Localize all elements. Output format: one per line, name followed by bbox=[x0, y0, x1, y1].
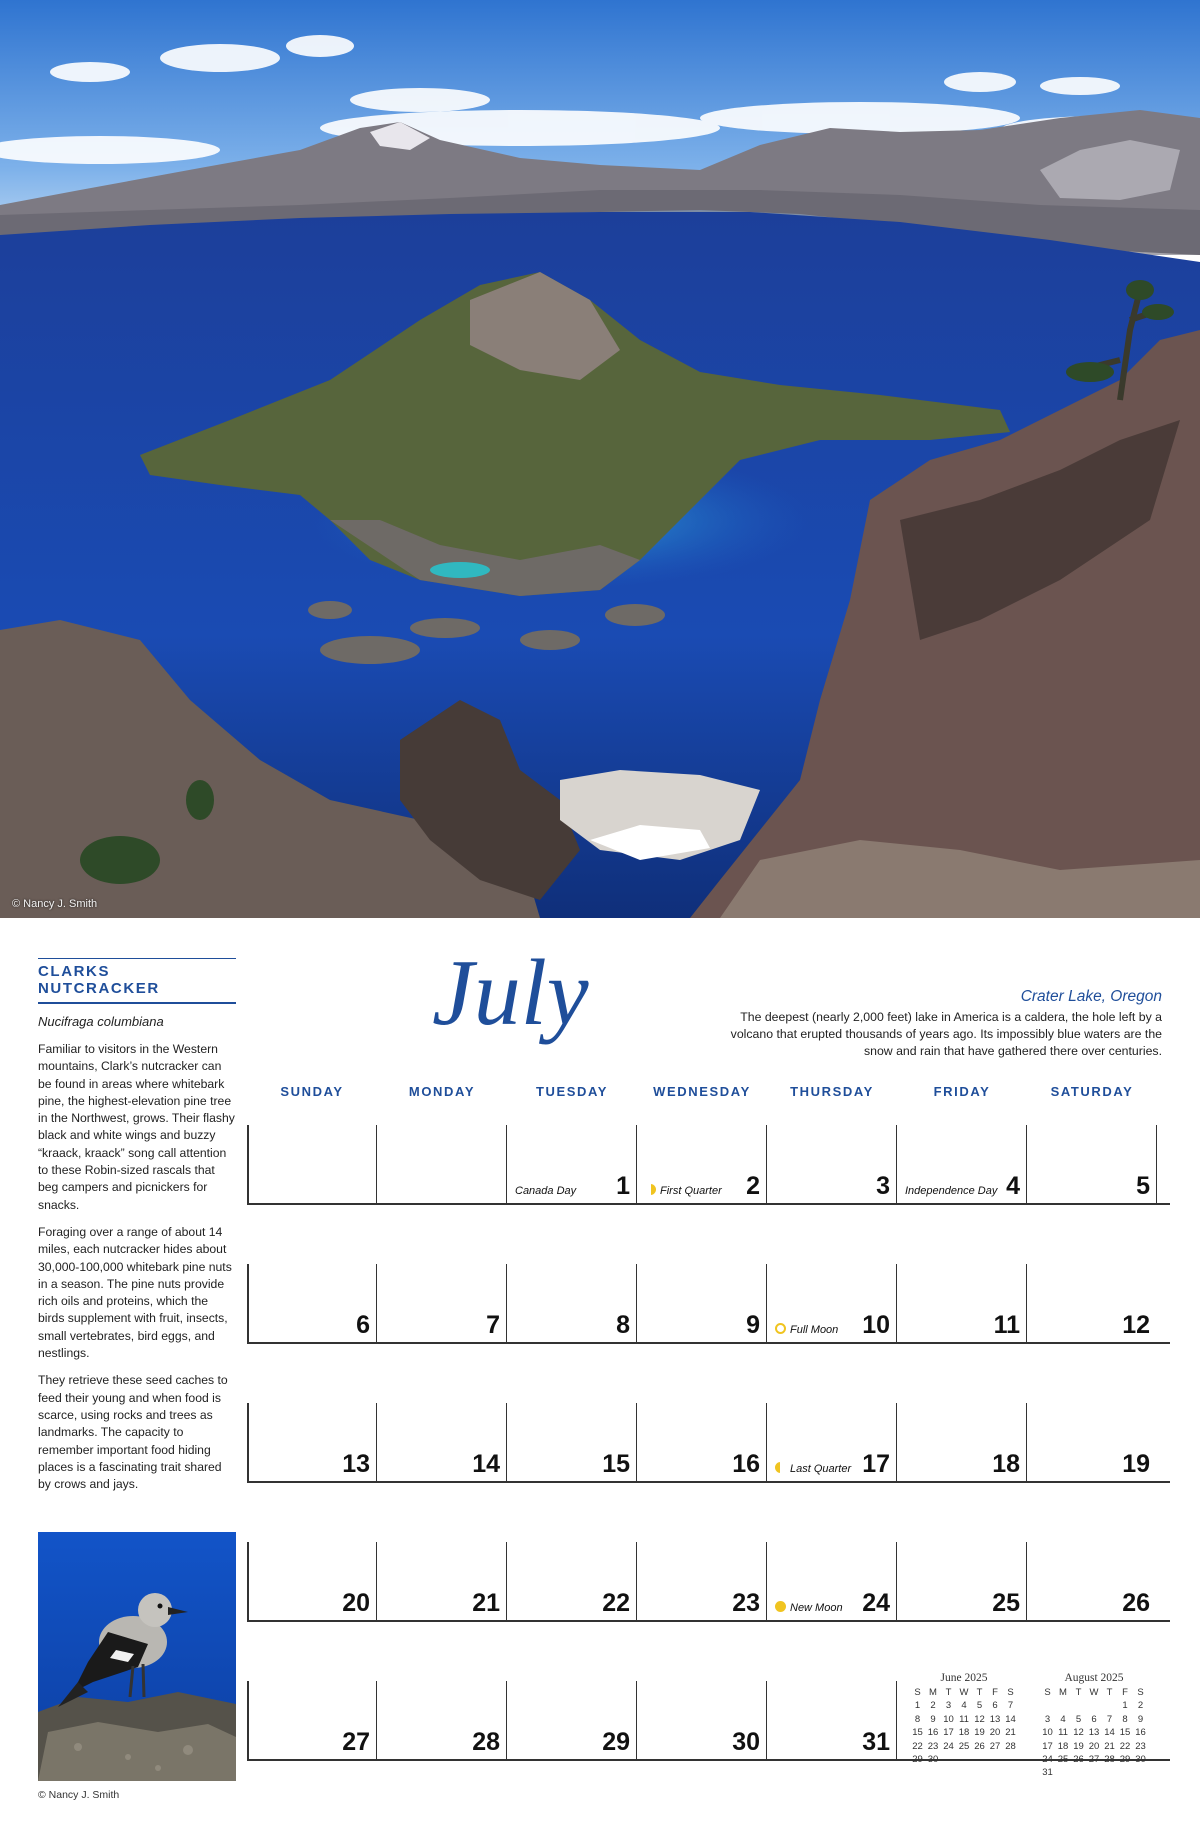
mini-day: 28 bbox=[1104, 1754, 1115, 1766]
cell-divider bbox=[247, 1681, 249, 1759]
mini-dow: T bbox=[1106, 1687, 1113, 1698]
sidebar-paragraph: Familiar to visitors in the Western mountains, Clark’s nutcracker can be found in areas where whitebark pine, the highest-elevation pine tree in the Northwest, grows. Their flashy black and white wings and buzzy “kraack, kraack” song call attention to these Robin-sized rascals that beg campers and picnickers for snacks. bbox=[38, 1042, 235, 1212]
day-cell-27 bbox=[247, 1681, 377, 1759]
day-header-thursday: THURSDAY bbox=[790, 1084, 874, 1099]
day-number: 17 bbox=[862, 1450, 890, 1478]
mini-day: 30 bbox=[927, 1754, 939, 1766]
day-number: 4 bbox=[1006, 1172, 1020, 1200]
mini-day: 4 bbox=[961, 1700, 967, 1712]
last-quarter-moon-icon bbox=[775, 1462, 786, 1473]
day-cell-11 bbox=[897, 1264, 1027, 1342]
sidebar-paragraph: They retrieve these seed caches to feed their young and when food is scarce, using rocks and trees as landmarks. The capacity to remember important food hiding places is a fascinating trait shared by crows and jays. bbox=[38, 1373, 228, 1492]
day-number: 6 bbox=[356, 1311, 370, 1339]
mini-day bbox=[972, 1753, 988, 1766]
cell-divider bbox=[247, 1125, 249, 1203]
caption-title: Crater Lake, Oregon bbox=[1020, 988, 1162, 1005]
day-event-label: New Moon bbox=[790, 1602, 843, 1614]
mini-day: 14 bbox=[1104, 1727, 1115, 1739]
day-header-saturday: SATURDAY bbox=[1050, 1084, 1134, 1099]
month-title: July bbox=[432, 941, 589, 1045]
mini-calendar-august bbox=[1034, 1672, 1154, 1780]
mini-day: 27 bbox=[989, 1740, 1001, 1752]
scientific-name: Nucifraga columbiana bbox=[38, 1014, 164, 1029]
day-number: 12 bbox=[1122, 1311, 1150, 1339]
sidebar-paragraph: Foraging over a range of about 14 miles, each nutcracker hides about 30,000-100,000 whitebark pine nuts in a season. The pine nuts provide rich oils and proteins, which the birds supplement with fruit, insects, small vertebrates, bird eggs, and nestlings. bbox=[38, 1224, 232, 1361]
mini-day: 10 bbox=[943, 1713, 954, 1725]
day-cell-17 bbox=[767, 1403, 897, 1481]
week-divider bbox=[247, 1203, 1170, 1205]
mini-day: 27 bbox=[1088, 1754, 1100, 1766]
day-number: 30 bbox=[732, 1728, 760, 1756]
mini-calendar-table bbox=[1040, 1686, 1149, 1780]
day-number: 15 bbox=[602, 1450, 630, 1478]
sidebar bbox=[38, 958, 236, 1503]
day-event bbox=[645, 1184, 722, 1197]
day-event-label: Last Quarter bbox=[790, 1463, 852, 1475]
day-number: 1 bbox=[616, 1172, 630, 1200]
mini-day: 5 bbox=[976, 1700, 983, 1712]
mini-dow: W bbox=[959, 1687, 969, 1698]
mini-day: 4 bbox=[1060, 1713, 1066, 1725]
mini-dow: S bbox=[1007, 1687, 1014, 1698]
mini-day bbox=[1003, 1753, 1019, 1766]
day-cell-25 bbox=[897, 1542, 1027, 1620]
day-number: 10 bbox=[862, 1311, 890, 1339]
week-divider bbox=[247, 1342, 1170, 1344]
day-event-label: Canada Day bbox=[515, 1185, 577, 1197]
day-cell-1 bbox=[507, 1125, 637, 1203]
mini-day: 7 bbox=[1106, 1713, 1113, 1725]
day-cell-24 bbox=[767, 1542, 897, 1620]
day-cell-20 bbox=[247, 1542, 377, 1620]
day-cell-22 bbox=[507, 1542, 637, 1620]
mini-dow: T bbox=[945, 1687, 952, 1698]
day-cell-15 bbox=[507, 1403, 637, 1481]
mini-day: 5 bbox=[1075, 1713, 1082, 1725]
day-header-friday: FRIDAY bbox=[933, 1084, 991, 1099]
mini-day: 8 bbox=[914, 1713, 921, 1725]
mini-day: 21 bbox=[1104, 1740, 1115, 1752]
mini-day: 16 bbox=[1135, 1727, 1146, 1739]
mini-day: 30 bbox=[1135, 1754, 1146, 1766]
day-number: 31 bbox=[862, 1728, 890, 1756]
mini-dow: F bbox=[992, 1687, 998, 1698]
mini-day: 10 bbox=[1042, 1727, 1053, 1739]
day-number: 26 bbox=[1122, 1589, 1150, 1617]
mini-day: 1 bbox=[1122, 1700, 1128, 1712]
mini-day: 2 bbox=[1137, 1700, 1144, 1712]
cell-divider bbox=[1156, 1125, 1158, 1203]
mini-day: 22 bbox=[912, 1740, 923, 1752]
mini-day: 1 bbox=[914, 1700, 921, 1712]
day-cell-6 bbox=[247, 1264, 377, 1342]
mini-day: 8 bbox=[1122, 1713, 1128, 1725]
sidebar-title: CLARKS NUTCRACKER bbox=[38, 958, 236, 1004]
day-number: 22 bbox=[602, 1589, 630, 1617]
day-number: 23 bbox=[732, 1589, 760, 1617]
bird-photo-credit: © Nancy J. Smith bbox=[38, 1789, 120, 1801]
caption-text: The deepest (nearly 2,000 feet) lake in America is a caldera, the hole left by a volcano that erupted thousands of years ago. Its impossibly blue waters are the snow and rain that have gathered there over centuries. bbox=[730, 1010, 1162, 1058]
day-cell-23 bbox=[637, 1542, 767, 1620]
day-cell-19 bbox=[1027, 1403, 1157, 1481]
day-cell-4 bbox=[897, 1125, 1027, 1203]
mini-day: 3 bbox=[1044, 1713, 1051, 1725]
mini-day bbox=[1071, 1699, 1087, 1712]
day-headers bbox=[247, 1084, 1158, 1099]
day-cell-16 bbox=[637, 1403, 767, 1481]
cell-divider bbox=[896, 1681, 898, 1759]
day-cell-12 bbox=[1027, 1264, 1157, 1342]
day-event bbox=[515, 1185, 576, 1197]
mini-dow: S bbox=[914, 1687, 921, 1698]
cell-divider bbox=[247, 1264, 249, 1342]
day-number: 14 bbox=[472, 1450, 500, 1478]
mini-day: 11 bbox=[959, 1713, 969, 1725]
mini-day: 28 bbox=[1005, 1740, 1016, 1752]
day-cell-7 bbox=[377, 1264, 507, 1342]
mini-day: 25 bbox=[958, 1740, 970, 1752]
full-moon-icon bbox=[775, 1323, 786, 1334]
mini-day: 24 bbox=[1042, 1754, 1053, 1766]
mini-day: 15 bbox=[912, 1727, 923, 1739]
mini-day: 20 bbox=[989, 1727, 1001, 1739]
day-number: 16 bbox=[732, 1450, 760, 1478]
photo-caption bbox=[722, 988, 1162, 1060]
day-cell-8 bbox=[507, 1264, 637, 1342]
day-cell-29 bbox=[507, 1681, 637, 1759]
mini-day: 17 bbox=[943, 1727, 954, 1739]
bird-photo bbox=[38, 1532, 236, 1781]
mini-day: 31 bbox=[1042, 1767, 1053, 1779]
day-cell-18 bbox=[897, 1403, 1027, 1481]
day-number: 24 bbox=[862, 1589, 890, 1617]
mini-day: 24 bbox=[943, 1740, 954, 1752]
mini-day bbox=[941, 1753, 957, 1766]
day-number: 19 bbox=[1122, 1450, 1150, 1478]
mini-dow: W bbox=[1089, 1687, 1099, 1698]
day-cell-14 bbox=[377, 1403, 507, 1481]
week-divider bbox=[247, 1620, 1170, 1622]
day-number: 8 bbox=[616, 1311, 630, 1339]
mini-day bbox=[1040, 1699, 1056, 1712]
day-header-wednesday: WEDNESDAY bbox=[653, 1084, 751, 1099]
day-number: 21 bbox=[472, 1589, 500, 1617]
mini-day bbox=[1071, 1766, 1087, 1779]
day-event bbox=[775, 1462, 851, 1475]
mini-dow: S bbox=[1044, 1687, 1051, 1698]
mini-day: 26 bbox=[974, 1740, 985, 1752]
day-cell-10 bbox=[767, 1264, 897, 1342]
day-header-sunday: SUNDAY bbox=[280, 1084, 344, 1099]
mini-dow: S bbox=[1137, 1687, 1144, 1698]
mini-day: 22 bbox=[1119, 1740, 1131, 1752]
day-number: 13 bbox=[342, 1450, 370, 1478]
cell-divider bbox=[247, 1542, 249, 1620]
mini-day bbox=[1102, 1699, 1118, 1712]
mini-day: 18 bbox=[1057, 1740, 1069, 1752]
mini-day: 3 bbox=[945, 1700, 952, 1712]
mini-day: 9 bbox=[1137, 1713, 1144, 1725]
mini-day: 17 bbox=[1042, 1740, 1053, 1752]
day-header-monday: MONDAY bbox=[408, 1084, 476, 1099]
mini-day: 21 bbox=[1005, 1727, 1016, 1739]
day-cell-31 bbox=[767, 1681, 897, 1759]
mini-day bbox=[1055, 1699, 1071, 1712]
day-cell-2 bbox=[637, 1125, 767, 1203]
nutcracker-illustration bbox=[38, 1532, 236, 1781]
day-event-label: Full Moon bbox=[790, 1324, 839, 1336]
day-event bbox=[775, 1323, 838, 1336]
mini-day bbox=[987, 1753, 1003, 1766]
day-number: 29 bbox=[602, 1728, 630, 1756]
mini-calendar-june bbox=[904, 1672, 1024, 1766]
mini-day: 29 bbox=[1119, 1754, 1131, 1766]
day-number: 3 bbox=[876, 1172, 890, 1200]
day-number: 25 bbox=[992, 1589, 1020, 1617]
mini-calendar-table bbox=[910, 1686, 1019, 1766]
mini-day bbox=[1117, 1766, 1133, 1779]
day-cell-5 bbox=[1027, 1125, 1157, 1203]
mini-day: 13 bbox=[1088, 1727, 1100, 1739]
mini-day: 16 bbox=[927, 1727, 939, 1739]
mini-day: 20 bbox=[1088, 1740, 1100, 1752]
day-cell-28 bbox=[377, 1681, 507, 1759]
day-cell-empty bbox=[247, 1125, 377, 1203]
mini-day: 2 bbox=[930, 1700, 936, 1712]
day-cell-26 bbox=[1027, 1542, 1157, 1620]
hero-photo-credit: © Nancy J. Smith bbox=[12, 898, 98, 910]
day-event-label: First Quarter bbox=[660, 1185, 722, 1197]
mini-day: 7 bbox=[1007, 1700, 1014, 1712]
day-number: 11 bbox=[993, 1311, 1020, 1339]
mini-day bbox=[1086, 1699, 1102, 1712]
day-cell-3 bbox=[767, 1125, 897, 1203]
mini-day: 6 bbox=[1091, 1713, 1097, 1725]
mini-day: 13 bbox=[989, 1713, 1001, 1725]
day-number: 9 bbox=[746, 1311, 760, 1339]
day-header-tuesday: TUESDAY bbox=[535, 1084, 609, 1099]
mini-dow: T bbox=[1075, 1687, 1082, 1698]
mini-day: 15 bbox=[1119, 1727, 1131, 1739]
mini-dow: F bbox=[1122, 1687, 1128, 1698]
day-cell-empty bbox=[377, 1125, 507, 1203]
week-divider bbox=[247, 1759, 1170, 1761]
mini-day: 18 bbox=[958, 1727, 970, 1739]
mini-day bbox=[956, 1753, 972, 1766]
mini-day: 14 bbox=[1005, 1713, 1016, 1725]
mini-dow: T bbox=[976, 1687, 983, 1698]
mini-day: 23 bbox=[1135, 1740, 1146, 1752]
day-number: 5 bbox=[1136, 1172, 1150, 1200]
mini-day: 19 bbox=[1073, 1740, 1084, 1752]
mini-dow: M bbox=[1059, 1687, 1067, 1698]
mini-day: 12 bbox=[1073, 1727, 1084, 1739]
mini-calendar-title: June 2025 bbox=[940, 1672, 988, 1684]
day-cell-30 bbox=[637, 1681, 767, 1759]
day-cell-13 bbox=[247, 1403, 377, 1481]
day-number: 2 bbox=[746, 1172, 760, 1200]
mini-day bbox=[1086, 1766, 1102, 1779]
mini-day: 12 bbox=[974, 1713, 985, 1725]
hero-photo bbox=[0, 0, 1200, 918]
day-number: 20 bbox=[342, 1589, 370, 1617]
week-divider bbox=[247, 1481, 1170, 1483]
day-number: 28 bbox=[472, 1728, 500, 1756]
day-number: 18 bbox=[992, 1450, 1020, 1478]
mini-day bbox=[1055, 1766, 1071, 1779]
day-number: 7 bbox=[486, 1311, 500, 1339]
mini-day: 19 bbox=[974, 1727, 985, 1739]
mini-day: 26 bbox=[1073, 1754, 1084, 1766]
day-cell-9 bbox=[637, 1264, 767, 1342]
crater-lake-illustration bbox=[0, 0, 1200, 918]
mini-day: 23 bbox=[927, 1740, 939, 1752]
mini-day: 6 bbox=[992, 1700, 998, 1712]
mini-day: 9 bbox=[930, 1713, 936, 1725]
mini-day bbox=[1133, 1766, 1149, 1779]
first-quarter-moon-icon bbox=[645, 1184, 656, 1195]
mini-day bbox=[1102, 1766, 1118, 1779]
cell-divider bbox=[247, 1403, 249, 1481]
mini-calendar-title: August 2025 bbox=[1064, 1672, 1124, 1684]
day-number: 27 bbox=[342, 1728, 370, 1756]
mini-day: 11 bbox=[1058, 1727, 1068, 1739]
day-cell-21 bbox=[377, 1542, 507, 1620]
day-event-label: Independence Day bbox=[905, 1185, 998, 1197]
mini-day: 29 bbox=[912, 1754, 923, 1766]
day-event bbox=[905, 1185, 997, 1197]
mini-dow: M bbox=[929, 1687, 937, 1698]
new-moon-icon bbox=[775, 1601, 786, 1612]
day-event bbox=[775, 1601, 843, 1614]
mini-day: 25 bbox=[1057, 1754, 1069, 1766]
